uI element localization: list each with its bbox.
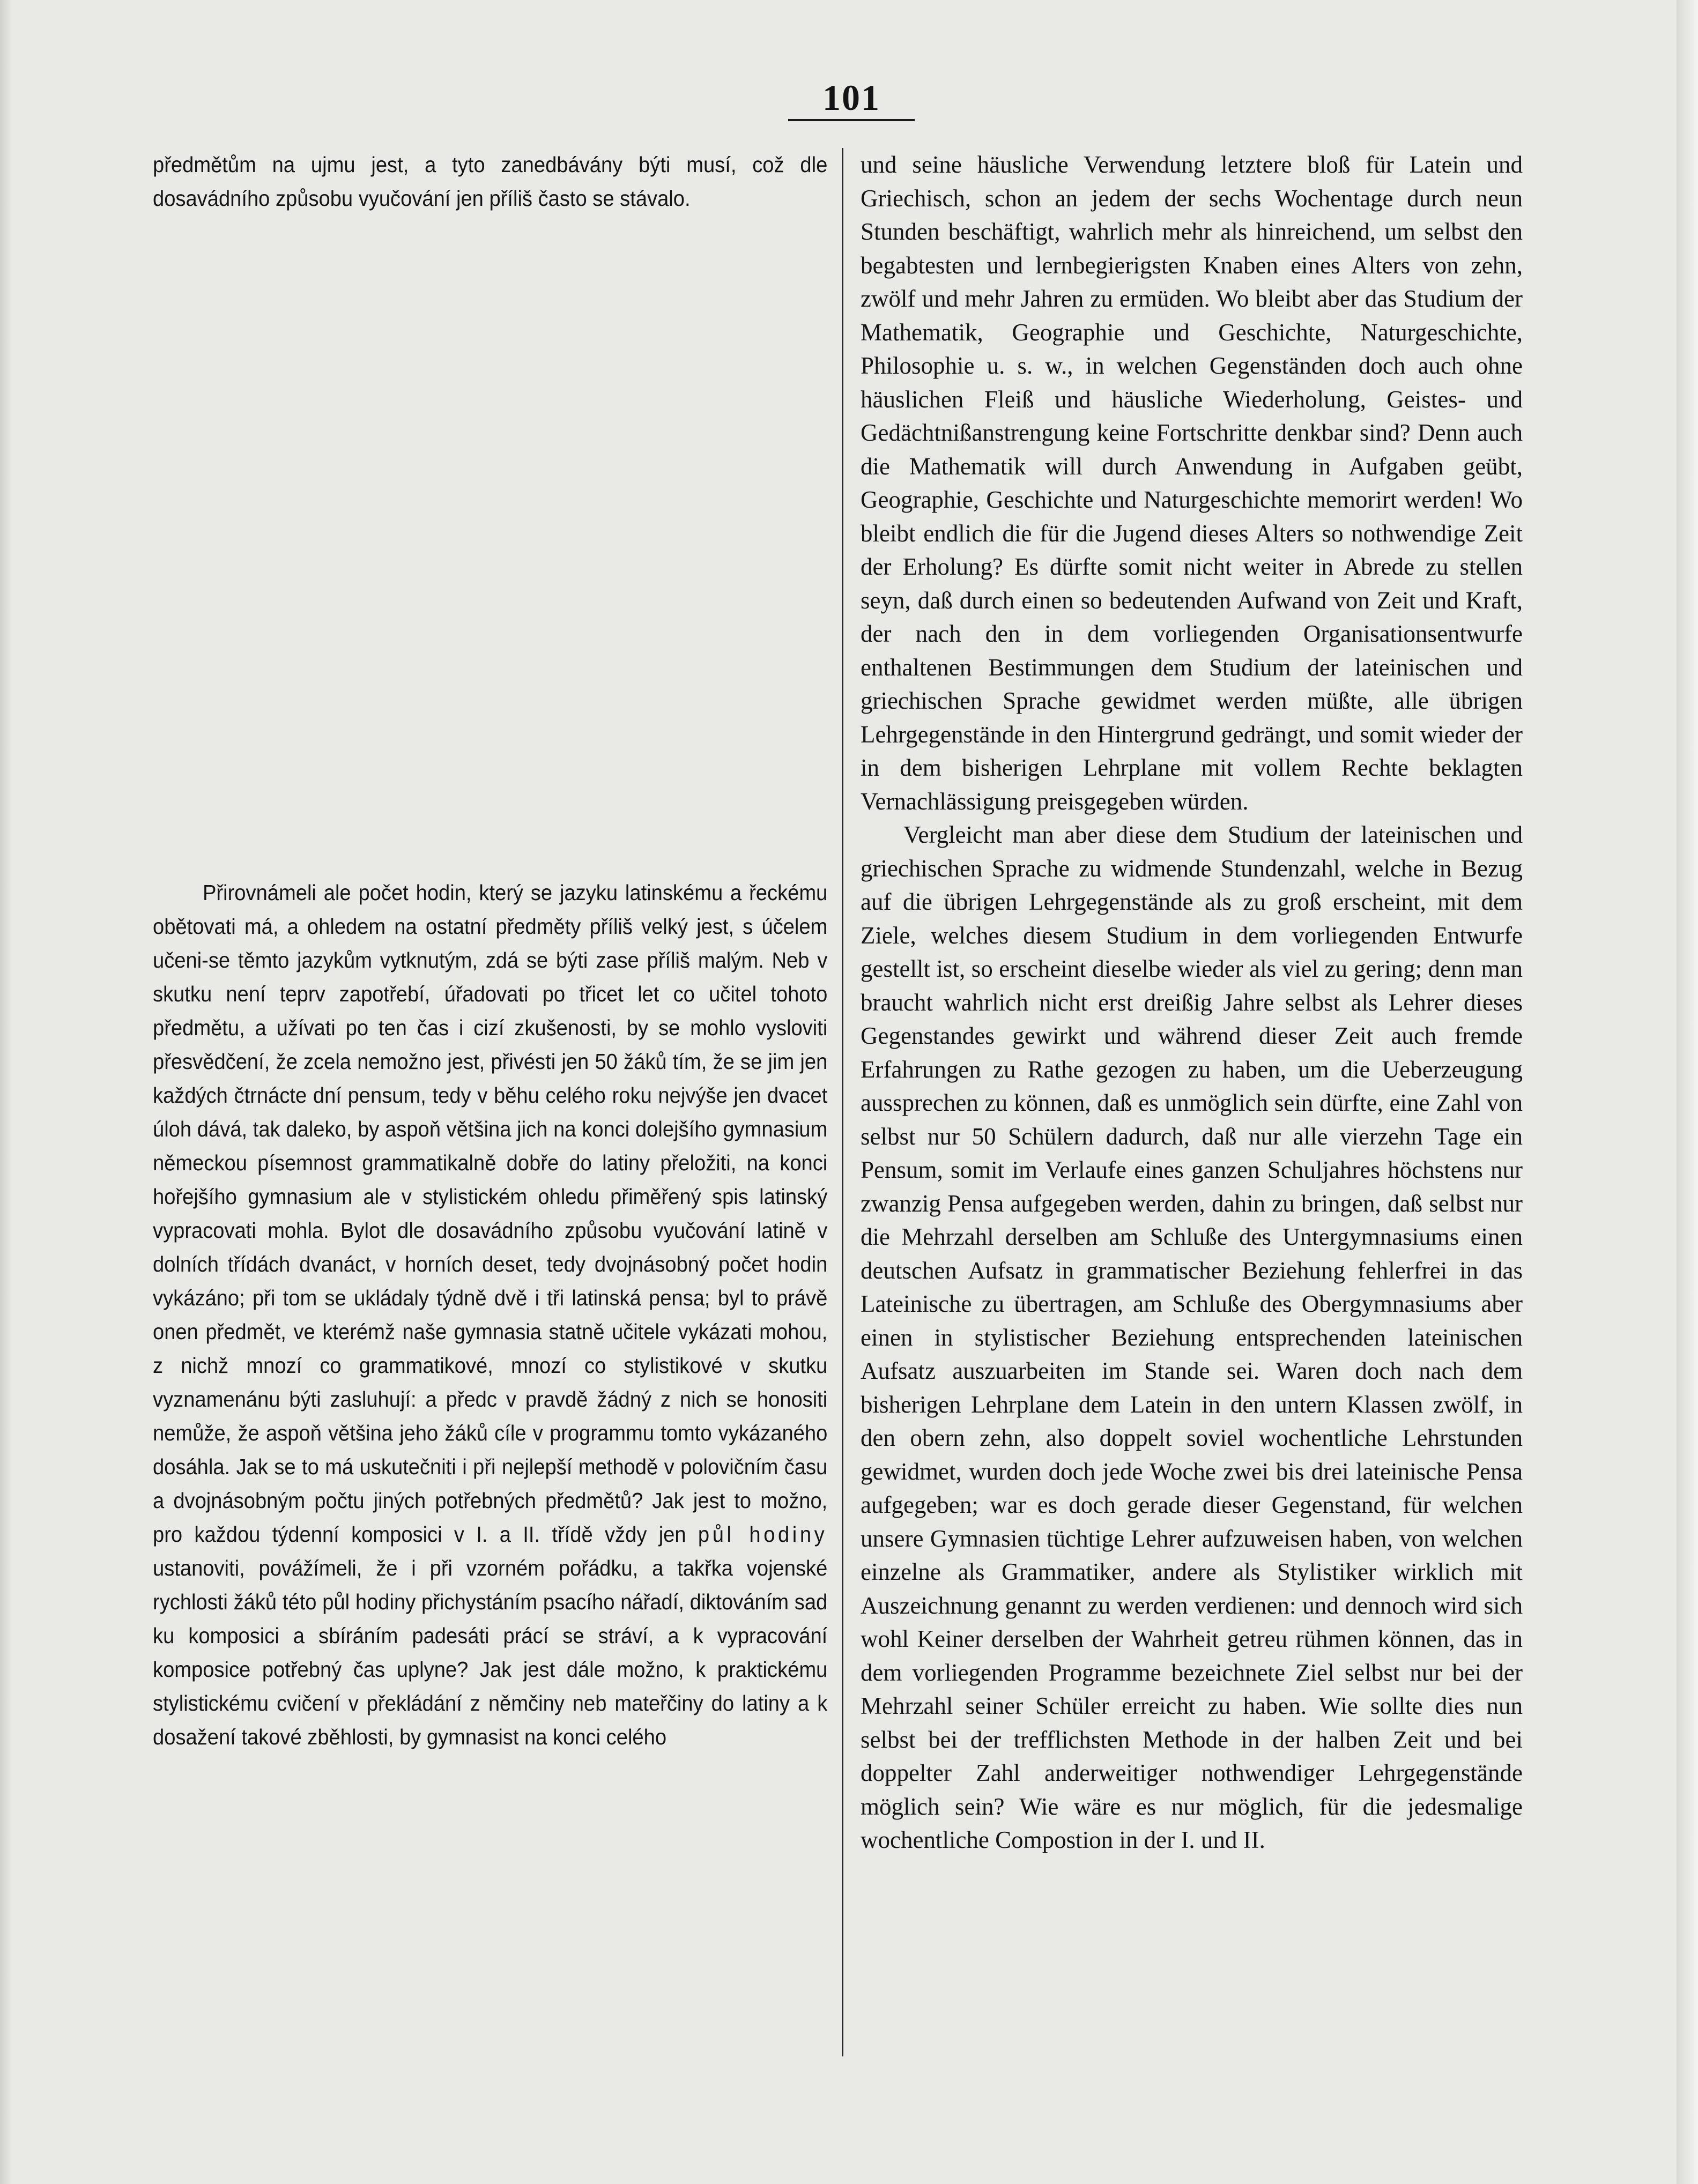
- left-paragraph-2-text-a: Přirovnámeli ale počet hodin, který se jazyku latinskému a řeckému obětovati má, a ohledem na ostatní předměty příliš velký jest, s účelem učeni-se těmto jazykům vytknutým, zdá se býti zase příliš malým. Neb v skutku není teprv zapotřebí, úřadovati po třicet let co učitel tohoto předmětu, a užívati po ten čas i cizí zkušenosti, by se mohlo vysloviti přesvědčení, že zcela nemožno jest, přivésti jen 50 žáků tím, že se jim jen každých čtrnácte dní pensum, tedy v běhu celého roku nejvýše jen dvacet úloh dává, tak daleko, by aspoň většina jich na konci dolejšího gymnasium německou písemnost grammatikalně dobře do latiny přeložiti, na konci hořejšího gymnasium ale v stylistickém ohledu přiměřený spis latinský vypracovati mohla. Bylot dle dosavádního způsobu vyučování latině v dolních třídách dvanáct, v horních deset, tedy dvojnásobný počet hodin vykázáno; při tom se ukládaly týdně dvě i tři latinská pensa; byl to právě onen předmět, ve kterémž naše gymnasia statně učitele vykázati mohou, z nichž mnozí co grammatikové, mnozí co stylistikové v skutku vyznamenánu býti zasluhují: a předc v pravdě žádný z nich se honositi nemůže, že aspoň většina jeho žáků cíle v programmu tomto vykázaného dosáhla. Jak se to má uskutečniti i při nejlepší methodě v polovičním času a dvojnásobným počtu jiných potřebných předmětů? Jak jest to možno, pro každou týdenní komposici v I. a II. třídě vždy jen: [153, 880, 828, 1547]
- left-paragraph-2-text-b: ustanoviti, povážímeli, že i při vzorném pořádku, a takřka vojenské rychlosti žáků této půl hodiny přichystáním psacího nářadí, diktováním sad ku komposici a sbíráním padesáti prácí se stráví, a k vypracování komposice potřebný čas uplyne? Jak jest dále možno, k praktickému stylistickému cvičení v překládání z němčiny neb mateřčiny do latiny a k dosažení takové zběhlosti, by gymnasist na konci celého: [153, 1556, 828, 1749]
- scan-shadow-left: [0, 0, 12, 2184]
- column-divider: [842, 148, 843, 2056]
- scan-shadow-right: [1677, 0, 1698, 2184]
- page-number-underline: [788, 119, 915, 121]
- left-column: [153, 148, 827, 1754]
- spaced-emphasis: půl hodiny: [698, 1522, 828, 1547]
- right-column: [861, 148, 1523, 1857]
- page-number: 101: [822, 77, 880, 118]
- right-paragraph-2: Vergleicht man aber diese dem Studium der lateinischen und griechischen Sprache zu widmende Stundenzahl, welche in Bezug auf die übrigen Lehrgegenstände als zu groß erscheint, mit dem Ziele, welches diesem Studium in dem vorliegenden Entwurfe gestellt ist, so erscheint dieselbe wieder als viel zu gering; denn man braucht wahrlich nicht erst dreißig Jahre selbst als Lehrer dieses Gegenstandes gewirkt und während dieser Zeit auch fremde Erfahrungen zu Rathe gezogen zu haben, um die Ueberzeugung aussprechen zu können, daß es unmöglich sein dürfte, eine Zahl von selbst nur 50 Schülern dadurch, daß nur alle vierzehn Tage ein Pensum, somit im Verlaufe eines ganzen Schuljahres höchstens nur zwanzig Pensa aufgegeben werden, dahin zu bringen, daß selbst nur die Mehrzahl derselben am Schluße des Untergymnasiums einen deutschen Aufsatz in grammatischer Beziehung fehlerfrei in das Lateinische zu übertragen, am Schluße des Obergymnasiums aber einen in stylistischer Beziehung entsprechenden lateinischen Aufsatz auszuarbeiten im Stande sei. Waren doch nach dem bisherigen Lehrplane dem Latein in den untern Klassen zwölf, in den obern zehn, also doppelt soviel wochentliche Lehrstunden gewidmet, wurden doch jede Woche zwei bis drei lateinische Pensa aufgegeben; war es doch gerade dieser Gegenstand, für welchen unsere Gymnasien tüchtige Lehrer aufzuweisen haben, von welchen einzelne als Grammatiker, andere als Stylistiker wirklich mit Auszeichnung genannt zu werden verdienen: und dennoch wird sich wohl Keiner derselben der Wahrheit getreu rühmen können, das in dem vorliegenden Programme bezeichnete Ziel selbst nur bei der Mehrzahl seiner Schüler erreicht zu haben. Wie sollte dies nun selbst bei der trefflichsten Methode in der halben Zeit und bei doppelter Zahl anderweitiger nothwendiger Lehrgegenstände möglich sein? Wie wäre es nur möglich, für die jedesmalige wochentliche Compostion in der I. und II.: [861, 821, 1523, 1853]
- left-paragraph-2: [153, 876, 827, 1754]
- left-paragraph-1: předmětům na ujmu jest, a tyto zanedbávány býti musí, což dle dosavádního způsobu vyučování jen příliš často se stávalo.: [153, 152, 828, 211]
- right-paragraph-1: und seine häusliche Verwendung letztere bloß für Latein und Griechisch, schon an jedem der sechs Wochentage durch neun Stunden beschäftigt, wahrlich mehr als hinreichend, um selbst den begabtesten und lernbegierigsten Knaben eines Alters von zehn, zwölf und mehr Jahren zu ermüden. Wo bleibt aber das Studium der Mathematik, Geographie und Geschichte, Naturgeschichte, Philosophie u. s. w., in welchen Gegenständen doch auch ohne häuslichen Fleiß und häusliche Wiederholung, Geistes- und Gedächtnißanstrengung keine Fortschritte denkbar sind? Denn auch die Mathematik will durch Anwendung in Aufgaben geübt, Geographie, Geschichte und Naturgeschichte memorirt werden! Wo bleibt endlich die für die Jugend dieses Alters so nothwendige Zeit der Erholung? Es dürfte somit nicht weiter in Abrede zu stellen seyn, daß durch einen so bedeutenden Aufwand von Zeit und Kraft, der nach den in dem vorliegenden Organisationsentwurfe enthaltenen Bestimmungen dem Studium der lateinischen und griechischen Sprache gewidmet werden müßte, alle übrigen Lehrgegenstände in den Hintergrund gedrängt, und somit wieder der in dem bisherigen Lehrplane mit vollem Rechte beklagten Vernachlässigung preisgegeben würden.: [861, 151, 1523, 815]
